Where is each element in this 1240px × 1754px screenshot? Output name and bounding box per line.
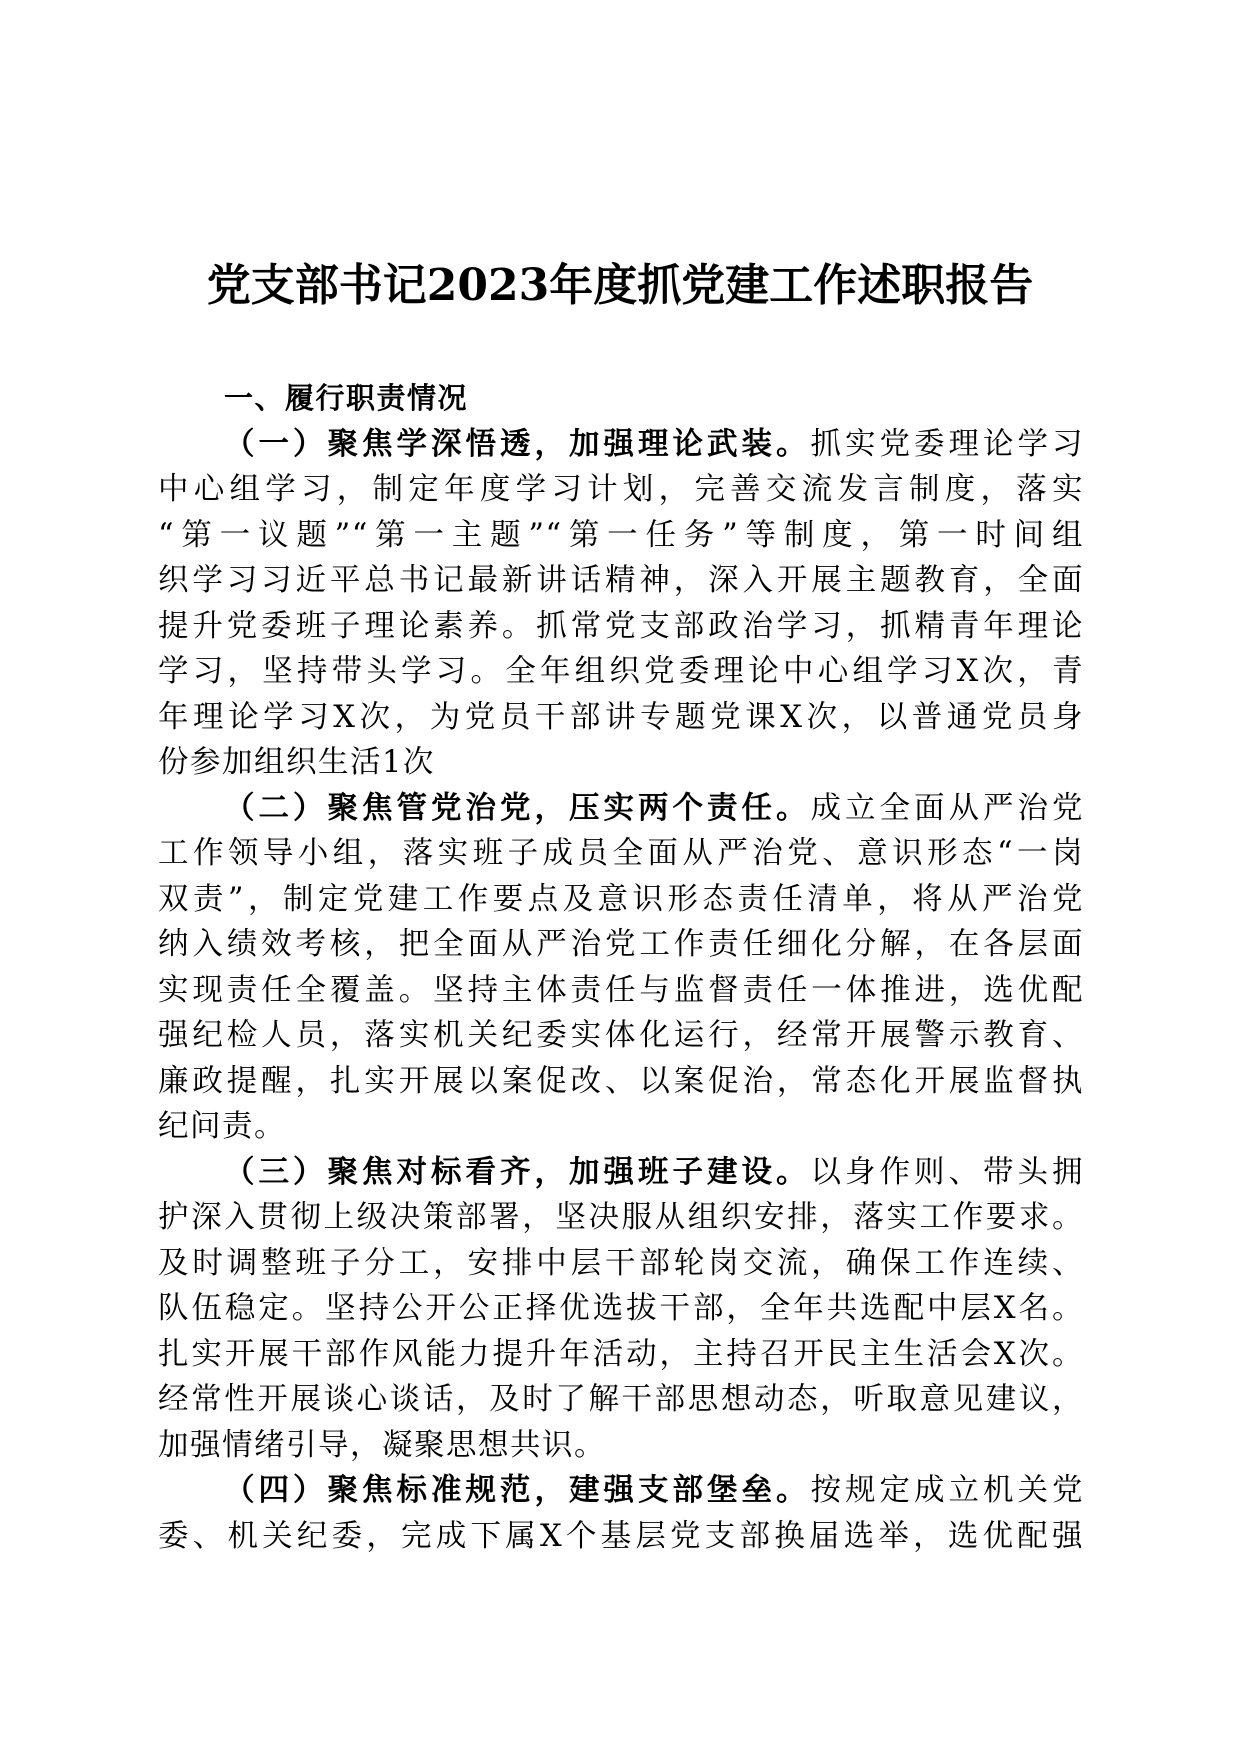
paragraph-1-line-2: 中心组学习，制定年度学习计划，完善交流发言制度，落实	[158, 472, 1084, 507]
paragraph-1-line-8: 份参加组织生活1次	[158, 745, 435, 780]
paragraph-text: 按规定成立机关党	[810, 1473, 1084, 1508]
paragraph-2-lead: （二）聚焦管党治党，压实两个责任。	[224, 789, 811, 826]
paragraph-1-lead: （一）聚焦学深悟透，加强理论武装。	[224, 425, 811, 462]
paragraph-1-line-7: 年理论学习X次，为党员干部讲专题党课X次，以普通党员身	[158, 699, 1084, 735]
paragraph-4-line-2: 委、机关纪委，完成下属X个基层党支部换届选举，选优配强	[158, 1518, 1084, 1554]
paragraph-text: 以身作则、带头拥	[810, 1154, 1084, 1190]
paragraph-2-line-3: 双责”，制定党建工作要点及意识形态责任清单，将从严治党	[158, 881, 1084, 917]
paragraph-1-line-3: “第一议题”“第一主题”“第一任务”等制度，第一时间组	[158, 517, 1084, 553]
paragraph-3-line-6: 经常性开展谈心谈话，及时了解干部思想动态，听取意见建议，	[158, 1382, 1084, 1417]
paragraph-3-line-1	[158, 1150, 1084, 1196]
document-body	[158, 376, 1084, 1559]
paragraph-2-line-4: 纳入绩效考核，把全面从严治党工作责任细化分解，在各层面	[158, 927, 1084, 962]
paragraph-2-line-7: 廉政提醒，扎实开展以案促改、以案促治，常态化开展监督执	[158, 1063, 1084, 1099]
document-title: 党支部书记2023年度抓党建工作述职报告	[206, 260, 1034, 311]
paragraph-1-line-4: 织学习习近平总书记最新讲话精神，深入开展主题教育，全面	[158, 563, 1084, 598]
paragraph-3-line-2: 护深入贯彻上级决策部署，坚决服从组织安排，落实工作要求。	[158, 1200, 1084, 1235]
paragraph-3-lead: （三）聚焦对标看齐，加强班子建设。	[224, 1153, 811, 1190]
paragraph-4-lead: （四）聚焦标准规范，建强支部堡垒。	[224, 1472, 811, 1508]
paragraph-1-line-6: 学习，坚持带头学习。全年组织党委理论中心组学习X次，青	[158, 654, 1084, 689]
paragraph-3-line-4: 队伍稳定。坚持公开公正择优选拔干部，全年共选配中层X名。	[158, 1291, 1084, 1326]
paragraph-2-line-6: 强纪检人员，落实机关纪委实体化运行，经常开展警示教育、	[158, 1018, 1084, 1053]
paragraph-3-line-3: 及时调整班子分工，安排中层干部轮岗交流，确保工作连续、	[158, 1245, 1084, 1281]
paragraph-text: 成立全面从严治党	[810, 790, 1084, 826]
paragraph-2-line-2: 工作领导小组，落实班子成员全面从严治党、意识形态“一岗	[158, 836, 1084, 871]
paragraph-4-line-1	[158, 1468, 1084, 1514]
paragraph-1-line-5: 提升党委班子理论素养。抓常党支部政治学习，抓精青年理论	[158, 608, 1084, 644]
section-heading: 一、履行职责情况	[224, 381, 469, 415]
paragraph-text: 抓实党委理论学习	[810, 426, 1084, 462]
paragraph-1-line-1	[158, 422, 1084, 468]
paragraph-3-line-7: 加强情绪引导，凝聚思想共识。	[158, 1427, 606, 1463]
paragraph-3-line-5: 扎实开展干部作风能力提升年活动，主持召开民主生活会X次。	[158, 1336, 1084, 1372]
paragraph-2-line-5: 实现责任全覆盖。坚持主体责任与监督责任一体推进，选优配	[158, 972, 1084, 1008]
paragraph-2-line-8: 纪问责。	[158, 1109, 286, 1144]
paragraph-2-line-1	[158, 786, 1084, 832]
